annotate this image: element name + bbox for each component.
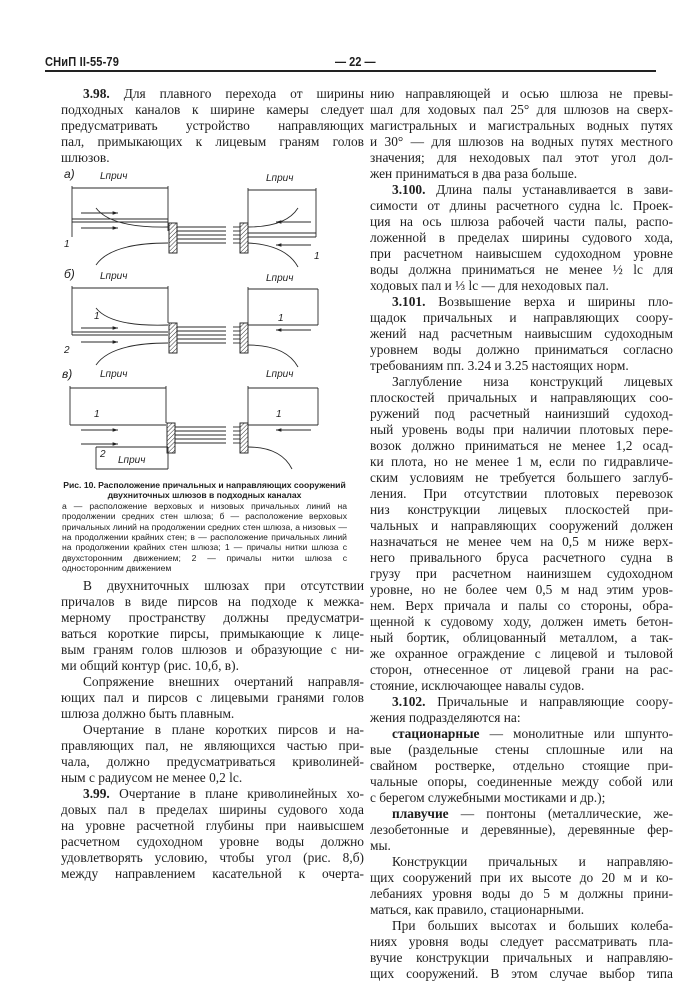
document-code: СНиП II-55-79	[45, 54, 120, 69]
paragraph-number: 3.101.	[392, 294, 426, 309]
dim-label: Lприч	[100, 271, 128, 282]
paragraph-number: 3.99.	[83, 786, 110, 801]
figure-10	[56, 165, 346, 475]
paragraph-twin-locks: В двухниточных шлюзах при отсутствии причалов в виде пирсов на подходе к межка- мерному пространству должны предусматри- ваться короткие пирсы, примыкающие к лице- вым граням голов шлюзов и образующие с ни- ми общий контур (рис. 10,б, в). Сопряжение внешних очертаний направля- ющих пал и пирсов с лицевыми гранями голов шлюза должно быть плавным. Очертание в плане коротких пирсов и на- правляющих пал, не являющихся частью при- чала, должно предусматриваться криволиней- ным с радиусом не менее 0,2 lс. 3.99. Очертание в плане криволинейных хо- довых пал в пределах ширины судового хода на уровне расчетной глубины при наивысшем расчетном судоходном уровне воды должно удовлетворять условию, чтобы угол (рис. 8,б) между направлением касательной к очерта-	[61, 578, 364, 881]
marker-label: 1	[278, 313, 284, 324]
marker-label: 1	[64, 239, 70, 250]
item-floating: плавучие — понтоны (металлические, же-	[392, 806, 673, 821]
paragraph-3-98: 3.98. Для плавного перехода от ширины подходных каналов к ширине камеры следует предусматривать устройство направляющих пал, примыкающих к лицевым граням голов шлюзов.	[61, 86, 364, 165]
paragraph-3-102: 3.102. Причальные и направляющие соору-	[392, 694, 673, 709]
panel-label-v: в)	[62, 367, 73, 381]
dim-label: Lприч	[266, 273, 294, 284]
paragraph-3-101: 3.101. Возвышение верха и ширины пло-	[392, 294, 673, 309]
dim-label: Lприч	[266, 173, 294, 184]
page-number: — 22 —	[335, 54, 376, 69]
paragraph-number: 3.102.	[392, 694, 426, 709]
paragraph-number: 3.98.	[83, 86, 110, 101]
term-floating: плавучие	[392, 806, 449, 821]
dim-label: Lприч	[100, 171, 128, 182]
dim-label: Lприч	[118, 455, 146, 466]
paragraph-outline: Очертание в плане коротких пирсов и на-	[83, 722, 364, 737]
caption-body: а — расположение верховых и низовых причальных линий на продолжении средних стен шлюза; б — расположение верховых причальных линий на продолжении средних стен шлюза, а низовых — на продолжении крайних стен; в — расположение причальных линий на продолжении крайних стен шлюза; 1 — причалы нитки шлюза с двухсторонним движением; 2 — причалы нитки шлюза с односторонним движением	[62, 500, 347, 574]
paragraph-3-100: 3.100. Длина палы устанавливается в зави-	[392, 182, 673, 197]
right-column: нию направляющей и осью шлюза не превы- шал для ходовых пал 25° для шлюзов на сверх- магистральных и магистральных водных путях и 30° — для шлюзов на водных путях местного значения; для неходовых пал этот угол дол- жен приниматься в два раза больше. 3.100. Длина палы устанавливается в зави- симости от длины расчетного судна lс. Проек- ция на ось шлюза рабочей части палы, распо- ложенной в пределах ширины судового хода, при расчетном наивысшем судоходном уровне воды должна приниматься не менее ½ lс для ходовых пал и ⅓ lс — для неходовых пал. 3.101. Возвышение верха и ширины пло- щадок причальных и направляющих соору- жений над расчетным наивысшим судоходным уровнем воды должно приниматься согласно требованиям пп. 3.24 и 3.25 настоящих норм. Заглубление низа конструкций лицевых плоскостей причальных и направляющих соо- ружений под расчетный наинизший судоход- ный уровень воды при наличии плотовых пере- возок должно приниматься не менее 1,2 осад- ки плота, но не менее 1 м, если по гидравличе- ским условиям не требуется большего заглуб- ления. При отсутствии плотовых перевозок низ конструкции лицевых плоскостей при- чальных и направляющих сооружений должен назначаться не менее чем на 0,5 м ниже верх- него привального бруса расчетного судна в грузу при расчетном наинизшем судоходном уровне, но не более чем 0,5 м над этим уров- нем. Верх причала и палы со стороны, обра- щенной к судовому ходу, должен иметь бетон- ный бортик, облицованный металлом, а так- же охранное ограждение с лицевой и тыловой сторон, отнесенное от лицевой грани на рас- стояние, исключающее навалы судов. 3.102. Причальные и направляющие соору- жения подразделяются на: стационарные — монолитные или шпунто- вые (раздельные стены сплошные или на свайном ростверке, отдельно стоящие при- чальные опоры, соединенные между собой или с берегом служебными мостиками и др.); плавучие — понтоны (металлические, же- лезобетонные и деревянные), деревянные фер- мы. Конструкции причальных и направляю- щих сооружений при их высоте до 20 м и ко- лебаниях уровня воды до 5 м должны прини- маться, как правило, стационарными. При больших высотах и больших колеба- ниях уровня воды следует рассматривать пла- вучие конструкции причальных и направляю- щих сооружений. В этом случае выбор типа	[370, 86, 673, 981]
panel-label-a: а)	[64, 167, 75, 181]
marker-label: 1	[94, 311, 100, 322]
header-rule	[45, 70, 656, 72]
paragraph-number: 3.100.	[392, 182, 426, 197]
marker-label: 2	[100, 449, 106, 460]
marker-label: 1	[94, 409, 100, 420]
figure-caption	[62, 480, 347, 574]
paragraph-constructions: Конструкции причальных и направляю-	[392, 854, 673, 869]
panel-v	[70, 386, 318, 469]
marker-label: 1	[276, 409, 282, 420]
panel-a	[72, 186, 316, 267]
paragraph-large-heights: При больших высотах и больших колеба-	[392, 918, 673, 933]
paragraph-depth: Заглубление низа конструкций лицевых	[392, 374, 673, 389]
dim-label: Lприч	[266, 369, 294, 380]
dim-label: Lприч	[100, 369, 128, 380]
paragraph-conjugation: Сопряжение внешних очертаний направля-	[83, 674, 364, 689]
paragraph-3-99: 3.99. Очертание в плане криволинейных хо-	[83, 786, 364, 801]
panel-label-b: б)	[64, 267, 75, 281]
item-stationary: стационарные — монолитные или шпунто-	[392, 726, 673, 741]
term-stationary: стационарные	[392, 726, 480, 741]
marker-label: 2	[64, 345, 70, 356]
caption-title: Рис. 10. Расположение причальных и направляющих сооружений двухниточных шлюзов в подходных каналах	[63, 480, 346, 501]
marker-label: 1	[314, 251, 320, 262]
panel-b	[72, 286, 318, 367]
